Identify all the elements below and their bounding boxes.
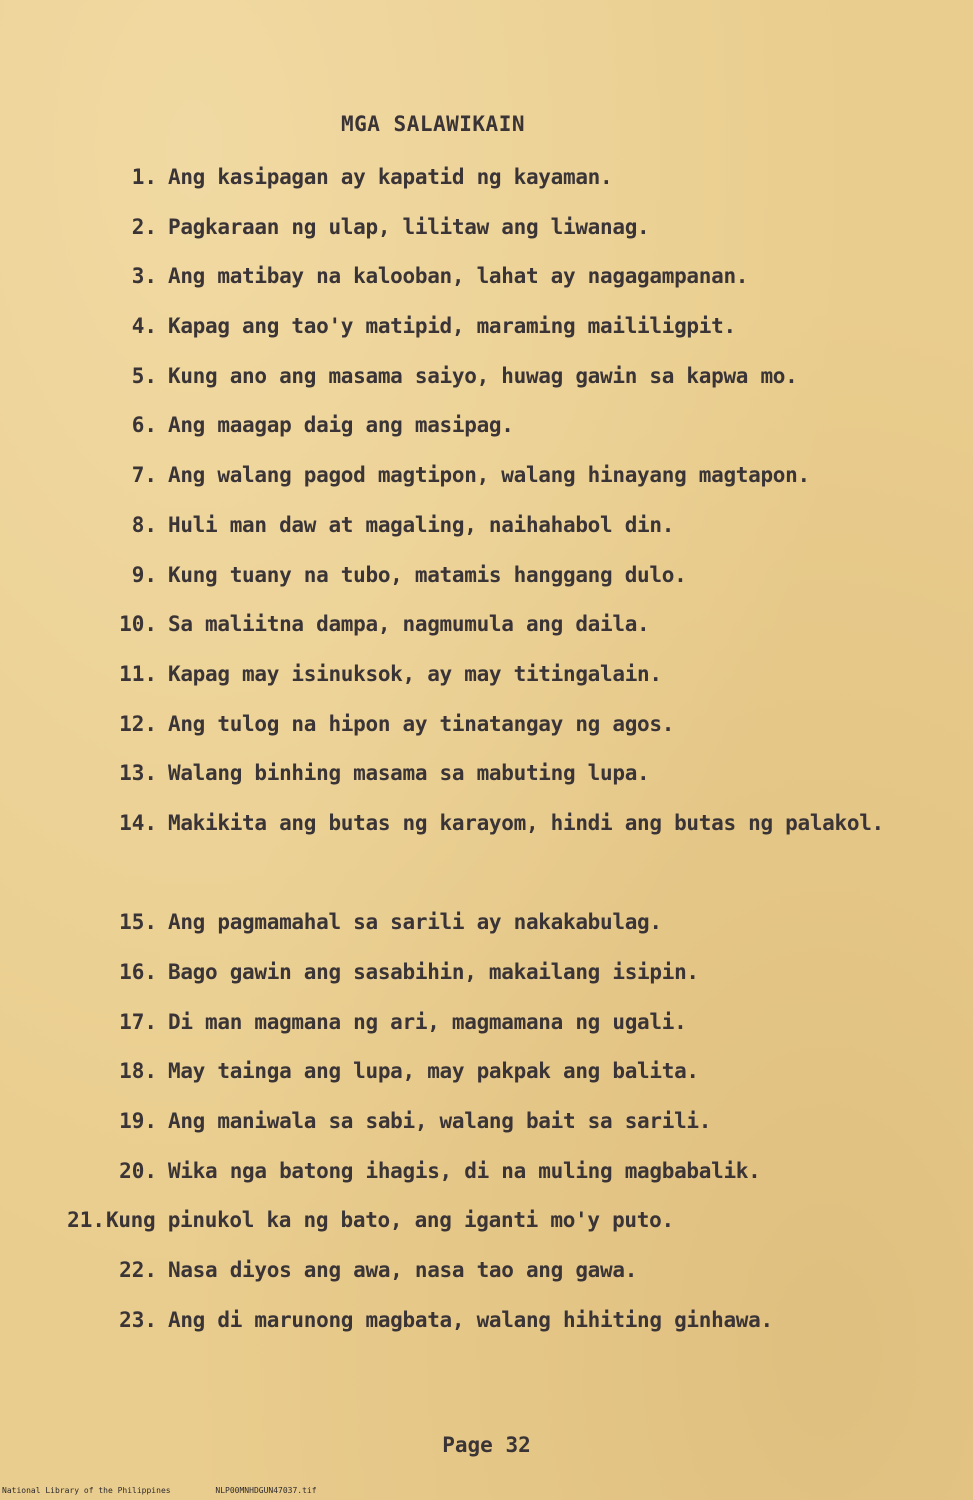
proverb-number: 12. — [119, 711, 157, 736]
proverb-list — [0, 160, 973, 1353]
proverb-number: 1. — [131, 165, 157, 189]
proverb-number: 2. — [131, 214, 157, 239]
proverb-text: Ang maagap daig ang masipag. — [168, 413, 514, 438]
proverb-number: 11. — [119, 661, 157, 686]
proverb-number: 8. — [131, 512, 157, 537]
proverb-number: 5. — [131, 363, 157, 388]
proverb-text: Walang binhing masama sa mabuting lupa. — [168, 761, 650, 786]
proverb-text: Ang di marunong magbata, walang hihiting ginhawa. — [168, 1307, 773, 1332]
proverb-text: Sa maliitna dampa, nagmumula ang daila. — [168, 612, 650, 637]
proverb-text: Pagkaraan ng ulap, lilitaw ang liwanag. — [168, 214, 650, 239]
proverb-text: Ang maniwala sa sabi, walang bait sa sarili. — [168, 1109, 712, 1134]
proverb-number: 14. — [119, 810, 157, 835]
archive-file-name: NLP00MNHDGUN47037.tif — [215, 1486, 317, 1495]
proverb-text: Kapag ang tao'y matipid, maraming maililigpit. — [168, 314, 736, 339]
proverb-text: Bago gawin ang sasabihin, makailang isipin. — [168, 960, 699, 985]
proverb-number: 20. — [119, 1158, 157, 1183]
list-item — [0, 1303, 973, 1353]
proverb-number: 13. — [119, 761, 157, 786]
archive-institution: National Library of the Philippines — [2, 1486, 171, 1495]
proverb-text: Ang tulog na hipon ay tinatangay ng agos. — [168, 711, 675, 736]
proverb-text: Ang matibay na kalooban, lahat ay nagagampanan. — [168, 264, 749, 289]
proverb-number: 19. — [119, 1109, 157, 1134]
proverb-text: Kung tuany na tubo, matamis hanggang dulo. — [168, 562, 687, 587]
proverb-text: Kapag may isinuksok, ay may titingalain. — [168, 661, 662, 686]
proverb-text: Nasa diyos ang awa, nasa tao ang gawa. — [168, 1258, 638, 1283]
proverb-number: 7. — [131, 463, 157, 488]
proverb-number: 18. — [119, 1059, 157, 1084]
list-item — [0, 806, 973, 905]
proverb-number: 16. — [119, 960, 157, 985]
proverb-number: 3. — [131, 264, 157, 289]
proverb-text: Huli man daw at magaling, naihahabol din. — [168, 512, 675, 537]
proverb-number: 4. — [131, 314, 157, 339]
proverb-number: 9. — [131, 562, 157, 587]
page-number: Page 32 — [442, 1433, 531, 1457]
proverb-number: 15. — [119, 910, 157, 935]
document-title: MGA SALAWIKAIN — [340, 112, 525, 136]
proverb-text: Ang pagmamahal sa sarili ay nakakabulag. — [168, 910, 662, 935]
proverb-number: 22. — [119, 1258, 157, 1283]
proverb-text: Ang walang pagod magtipon, walang hinayang magtapon. — [168, 463, 810, 488]
proverb-text: May tainga ang lupa, may pakpak ang balita. — [168, 1059, 699, 1084]
proverb-text: Wika nga batong ihagis, di na muling magbabalik. — [168, 1158, 761, 1183]
proverb-number: 21. — [67, 1208, 105, 1233]
proverb-text: Kung pinukol ka ng bato, ang iganti mo'y puto. — [106, 1208, 674, 1233]
proverb-number: 17. — [119, 1009, 157, 1034]
proverb-text: Makikita ang butas ng karayom, hindi ang butas ng palakol. — [168, 810, 884, 835]
proverb-number: 23. — [119, 1307, 157, 1332]
proverb-text: Kung ano ang masama saiyo, huwag gawin sa kapwa mo. — [168, 363, 798, 388]
proverb-number: 10. — [119, 612, 157, 637]
proverb-text: Ang kasipagan ay kapatid ng kayaman. — [168, 165, 613, 189]
proverb-number: 6. — [131, 413, 157, 438]
archive-stamp — [2, 1486, 317, 1495]
proverb-text: Di man magmana ng ari, magmamana ng ugali. — [168, 1009, 687, 1034]
